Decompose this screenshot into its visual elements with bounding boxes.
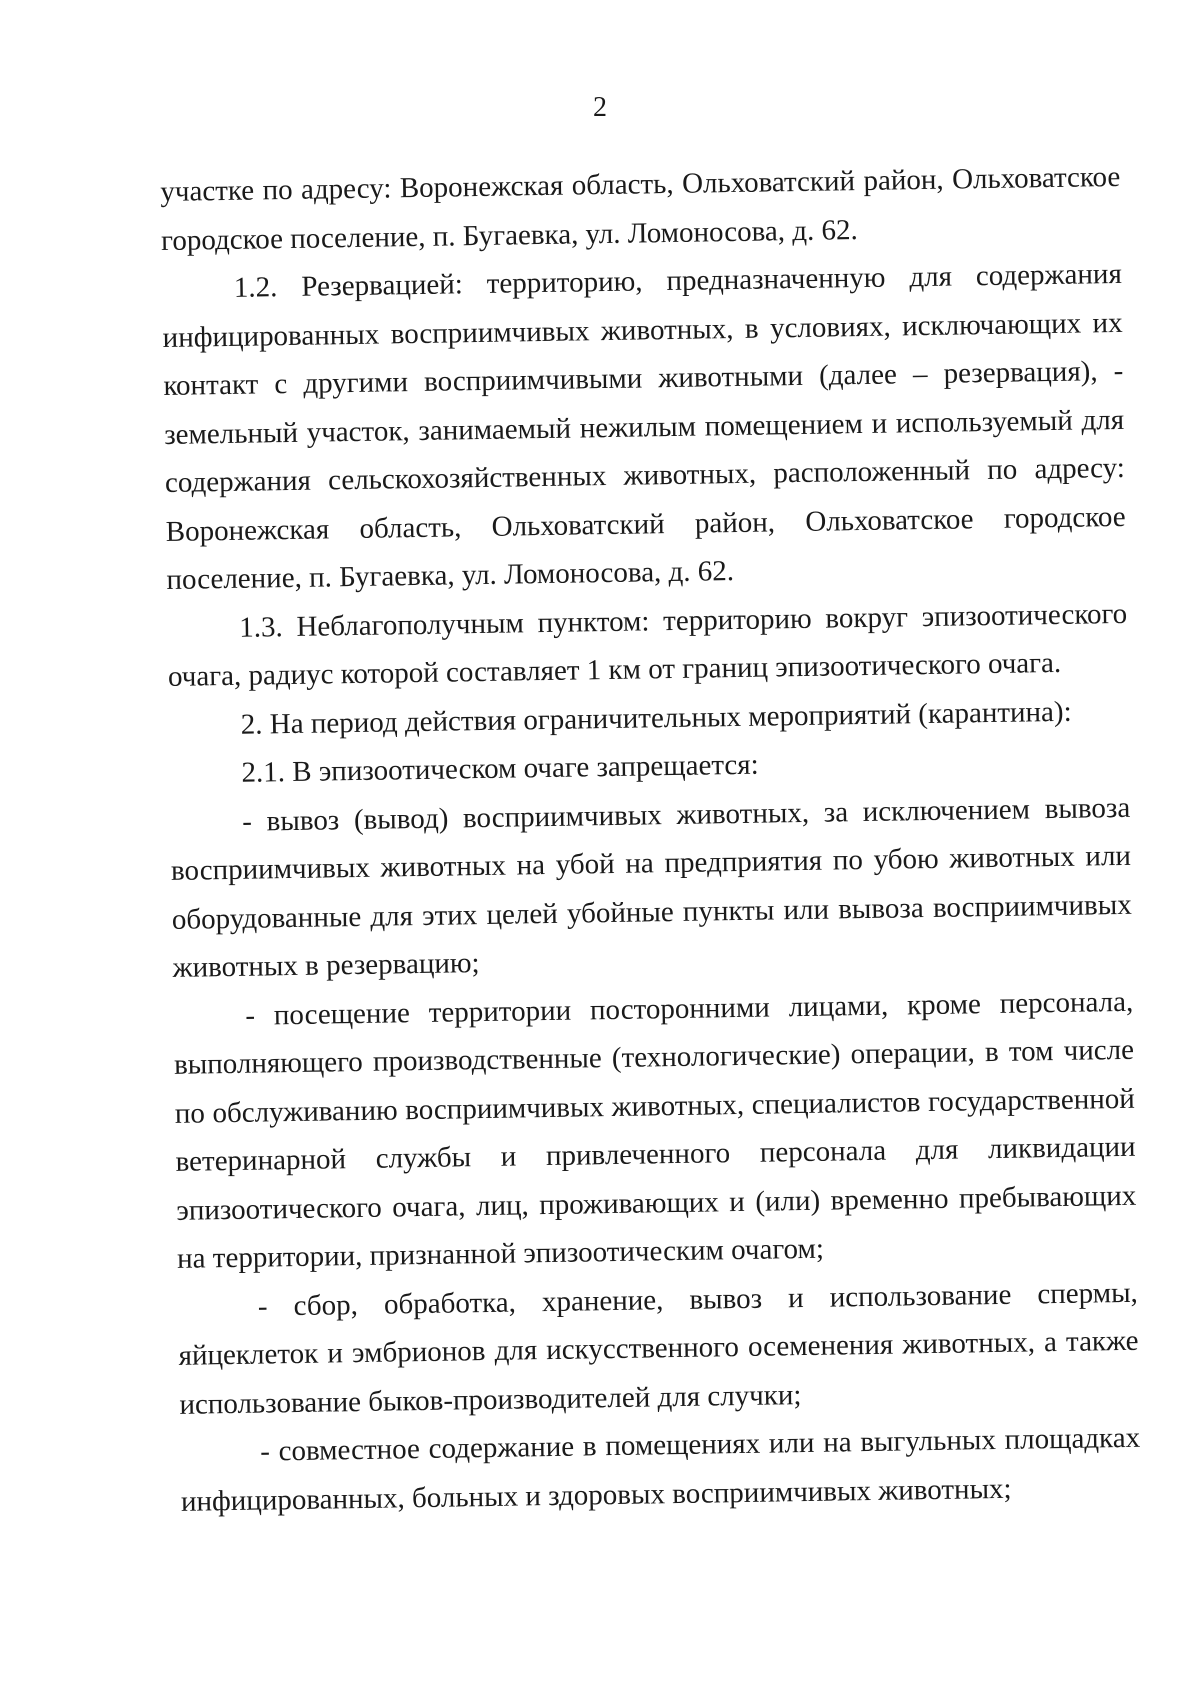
paragraph-2-1-prohibited: 2.1. В эпизоотическом очаге запрещается:: [241, 748, 759, 789]
list-item-visits: - посещение территории посторонними лицами, кроме персонала, выполняющего производственные (технологические) операции, в том числе по обслуживанию восприимчивых животных, специалистов государственной ветеринарной службы и привлеченного персонала для ликвидации эпизоотического очага, лиц, проживающих и (или) временно пребывающих на территории, признанной эпизоотическим очагом;: [173, 985, 1137, 1275]
paragraph-2-quarantine-period: 2. На период действия ограничительных мероприятий (карантина):: [240, 695, 1072, 741]
paragraph-1-2-reservation: 1.2. Резервацией: территорию, предназначенную для содержания инфицированных восприимчивых животных, в условиях, исключающих их контакт с другими восприимчивыми животными (далее – резервация), - земельный участок, занимаемый нежилым помещением и используемый для содержания сельскохозяйственных животных, расположенный по адресу: Воронежская область, Ольховатский район, Ольховатское городское поселение, п. Бугаевка, ул. Ломоносова, д. 62.: [162, 257, 1126, 596]
paragraph-address-continuation: участке по адресу: Воронежская область, Ольховатский район, Ольховатское городское поселение, п. Бугаевка, ул. Ломоносова, д. 62.: [160, 160, 1121, 257]
paragraph-1-3-unfavorable-point: 1.3. Неблагополучным пунктом: территорию вокруг эпизоотического очага, радиус которой составляет 1 км от границ эпизоотического очага.: [167, 597, 1128, 693]
list-item-sperm-embryos: - сбор, обработка, хранение, вывоз и использование спермы, яйцеклеток и эмбрионов для искусственного осеменения животных, а также использование быков-производителей для случки;: [178, 1276, 1139, 1421]
document-body: [160, 153, 1141, 1526]
list-item-joint-keeping: - совместное содержание в помещениях или на выгульных площадках инфицированных, больных и здоровых восприимчивых животных;: [180, 1421, 1141, 1518]
page-number: 2: [593, 92, 607, 123]
list-item-animal-removal: - вывоз (вывод) восприимчивых животных, за исключением вывоза восприимчивых животных на убой на предприятия по убою животных или оборудованные для этих целей убойные пункты или вывоза восприимчивых животных в резервацию;: [170, 791, 1132, 984]
